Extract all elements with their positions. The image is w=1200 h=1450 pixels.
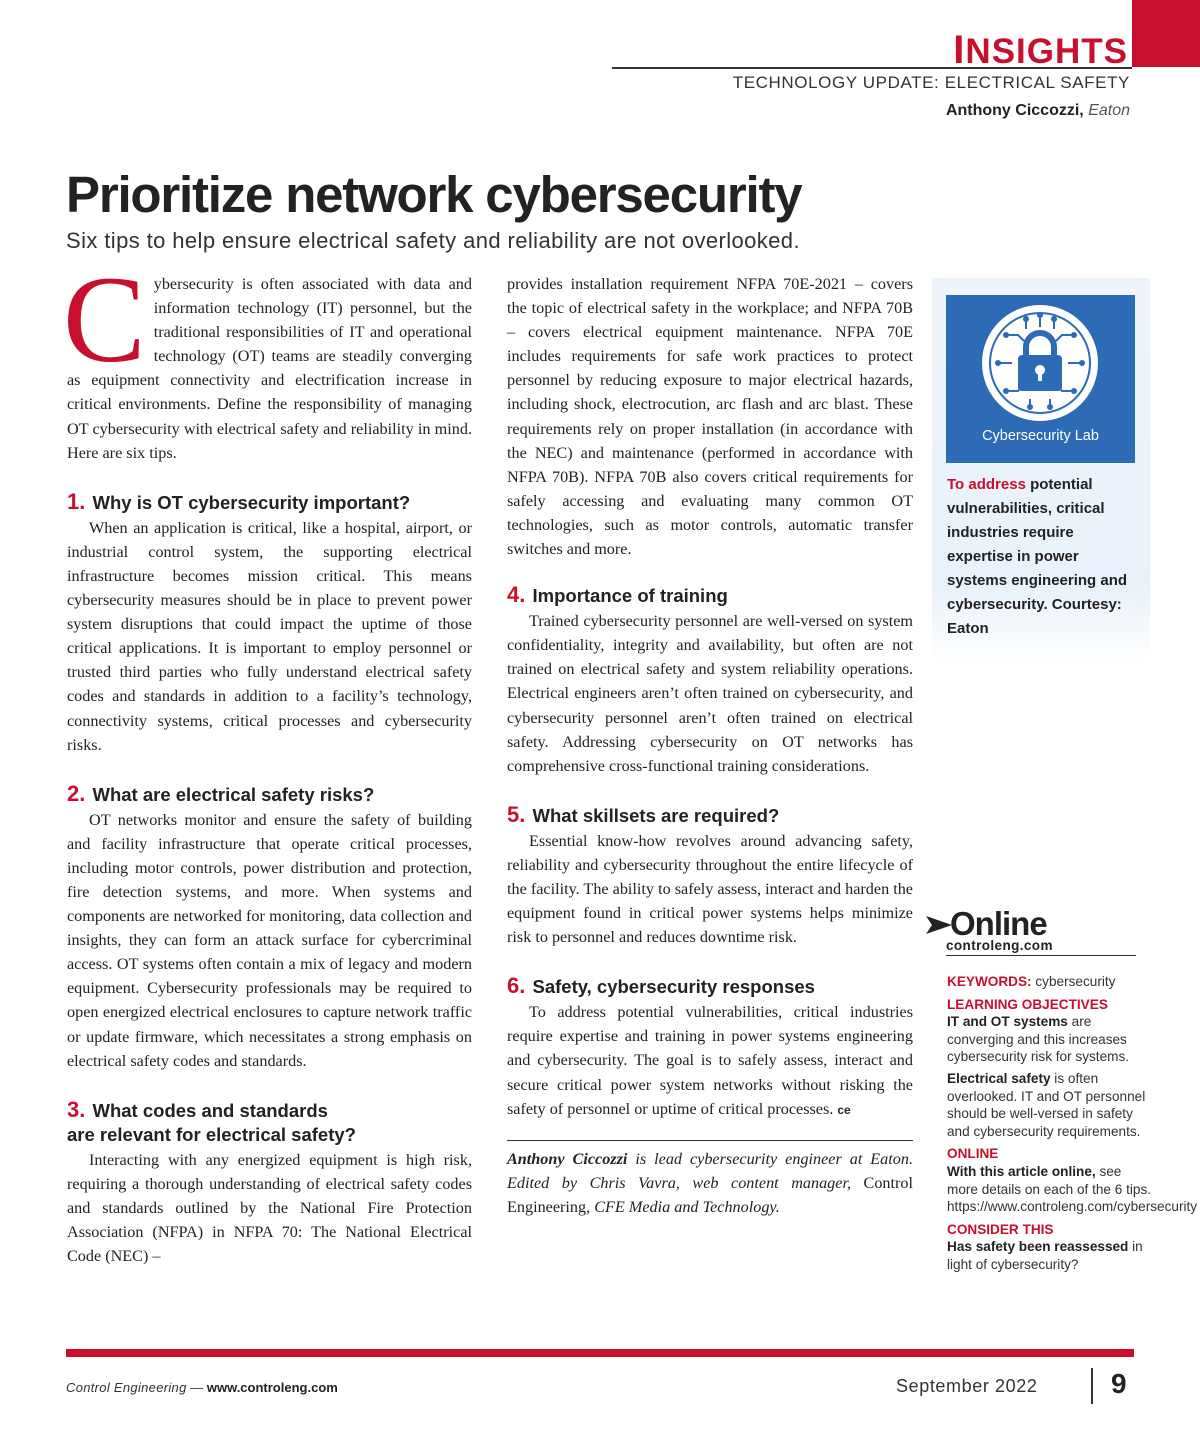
end-mark: ce xyxy=(837,1102,851,1117)
objective-2: Electrical safety is often overlooked. IT and OT personnel should be well-versed in safety and cybersecurity requirements. xyxy=(947,1070,1146,1139)
section-1-heading: 1. Why is OT cybersecurity important? xyxy=(67,488,411,514)
red-corner-block xyxy=(1132,0,1200,67)
column-2 xyxy=(507,272,913,1219)
online-logo-word: Online xyxy=(950,905,1047,942)
section-1-body: When an application is critical, like a hospital, airport, or industrial control system, the supporting electrical infrastructure becomes mission critical. This means cybersecurity measures should be in place to prevent power system disruptions that could impact the uptime of those critical applications. It is important to employ personnel or trusted third parties who fully understand electrical safety codes and standards in addition to a facility’s technology, connectivity systems, critical processes and cybersecurity risks. xyxy=(67,518,472,754)
intro-paragraph: Cybersecurity is often associated with data and information technology (IT) personnel, but the traditional responsibilities of IT and operational technology (OT) teams are steadily converging as equipment connectivity and electrification increase in critical environments. Define the responsibility of managing OT cybersecurity with electrical safety and reliability in mind. Here are six tips. xyxy=(63,251,472,462)
section-4-body: Trained cybersecurity personnel are well-versed on system confidentiality, integrity and availability, but often are not trained on electrical safety and system reliability operations. Electrical engineers aren’t often trained on cybersecurity, and cybersecurity personnel aren’t often trained on electrical safety. Addressing cybersecurity on OT networks has comprehensive cross-functional training considerations. xyxy=(507,612,913,775)
arrow-pointer-icon xyxy=(926,914,952,936)
section-3-body-continued: provides installation requirement NFPA 70E-2021 – covers the topic of electrical safety in the workplace; and NFPA 70B – covers electrical equipment maintenance. NFPA 70E includes requirements for safe work practices to protect personnel by reducing exposure to major electrical hazards, including shock, electrocution, arc flash and arc blast. These requirements rely on proper installation (in accordance with the NEC) and maintenance (performed in accordance with NFPA 70B). NFPA 70B also covers critical requirements for safely accessing and evaluating many common OT technologies, such as motor controls, automatic transfer switches and more. xyxy=(507,275,913,559)
section-5-body: Essential know-how revolves around advancing safety, reliability and cybersecurity throughout the entire lifecycle of the facility. The ability to safely assess, interact and harden the equipment found in critical power systems helps minimize risk to personnel and reduces downtime risk. xyxy=(507,831,913,947)
online-logo xyxy=(926,906,1136,956)
online-sidebar xyxy=(947,973,1198,1278)
section-6-body: To address potential vulnerabilities, critical industries require expertise and training in power systems engineering and cybersecurity. The goal is to safely assess, interact and secure critical power system networks without risking the safety of personnel or uptime of critical processes. ce xyxy=(507,1003,913,1118)
section-2-heading: 2. What are electrical safety risks? xyxy=(67,780,375,806)
keywords-line: KEYWORDS: cybersecurity xyxy=(947,974,1116,989)
section-label: TECHNOLOGY UPDATE: ELECTRICAL SAFETY xyxy=(732,73,1130,92)
insights-label: INSIGHTS xyxy=(953,28,1128,72)
section-4-heading: 4. Importance of training xyxy=(507,582,728,608)
page-number: 9 xyxy=(1111,1368,1127,1399)
byline-company: Eaton xyxy=(1088,102,1130,119)
learning-objectives-label: LEARNING OBJECTIVES xyxy=(947,996,1108,1012)
author-bio: Anthony Ciccozzi is lead cybersecurity engineer at Eaton. Edited by Chris Vavra, web content manager, Control Engineering, CFE Media and Technology. xyxy=(507,1149,913,1216)
dropcap: C xyxy=(63,251,146,388)
section-5-heading: 5. What skillsets are required? xyxy=(507,801,780,827)
byline-name: Anthony Ciccozzi, xyxy=(945,102,1084,119)
online-text: With this article online, see more details on each of the 6 tips. https://www.controleng.com/cybersecurity xyxy=(947,1163,1198,1215)
consider-this-label: CONSIDER THIS xyxy=(947,1221,1054,1237)
footer-bar xyxy=(66,1349,1134,1357)
deck: Six tips to help ensure electrical safety and reliability are not overlooked. xyxy=(66,228,800,253)
bio-divider xyxy=(507,1140,913,1141)
footer-date: September 2022 xyxy=(896,1376,1038,1396)
section-2-body: OT networks monitor and ensure the safety of building and facility infrastructure that operate critical processes, including motor controls, power distribution and protection, fire detection systems, and more. When systems and components are networked for monitoring, data collection and insights, they can form an attack surface for cybercriminal access. OT systems often contain a mix of legacy and modern equipment. Cybersecurity professionals may be required to open energized electrical enclosures to capture network traffic or update firmware, which necessitates a strong emphasis on electrical safety codes and standards. xyxy=(67,810,472,1070)
section-6-heading: 6. Safety, cybersecurity responses xyxy=(507,973,815,999)
headline: Prioritize network cybersecurity xyxy=(66,166,802,223)
footer-publication: Control Engineering — www.controleng.com xyxy=(66,1380,338,1395)
byline xyxy=(946,102,1130,120)
objective-1: IT and OT systems are converging and this increases cybersecurity risk for systems. xyxy=(947,1014,1130,1065)
online-logo-url: controleng.com xyxy=(946,938,1053,953)
lab-image-label: Cybersecurity Lab xyxy=(982,428,1099,444)
online-logo-rule xyxy=(946,955,1136,956)
column-1 xyxy=(63,251,472,1268)
online-label: ONLINE xyxy=(947,1146,999,1162)
footer-url: www.controleng.com xyxy=(206,1380,338,1395)
footer-separator xyxy=(1091,1368,1093,1404)
section-3-heading: 3. What codes and standards are relevant for electrical safety? xyxy=(67,1096,356,1145)
section-3-body: Interacting with any energized equipment is high risk, requiring a thorough understanding of electrical safety codes and standards outlined by the National Fire Protection Association (NFPA) in NFPA 70: The National Electrical Code (NEC) – xyxy=(67,1150,472,1266)
image-caption: To address potential vulnerabilities, critical industries require expertise in power systems engineering and cybersecurity. Courtesy: Eaton xyxy=(947,476,1128,637)
consider-this-text: Has safety been reassessed in light of cybersecurity? xyxy=(947,1239,1143,1272)
